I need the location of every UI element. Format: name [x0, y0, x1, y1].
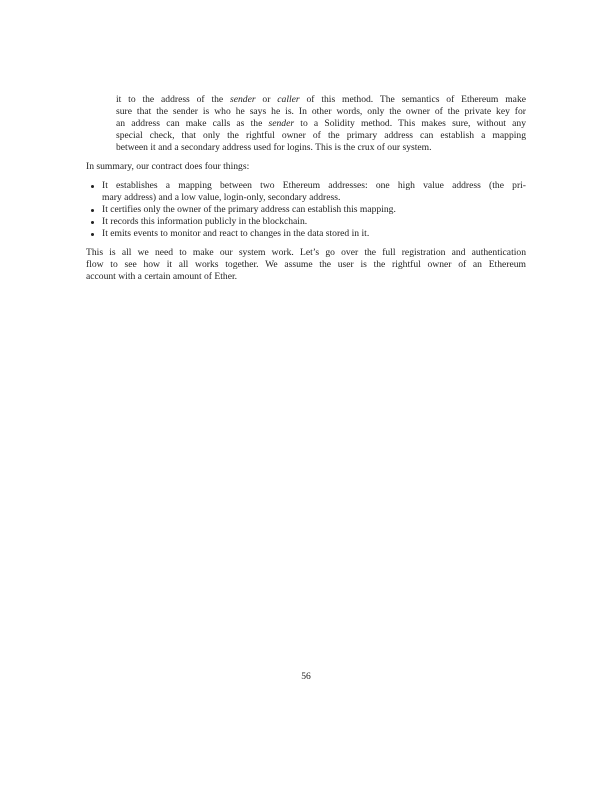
text-segment: an address can make calls as the: [116, 118, 269, 129]
bullet-item-line: It emits events to monitor and react to changes in the data stored in it.: [102, 228, 370, 239]
text-segment: to a Solidity method. This makes sure, without any: [294, 118, 526, 129]
paragraph-line: [116, 130, 526, 142]
bullet-item: [102, 180, 526, 204]
paragraph-line: [116, 94, 526, 106]
bullet-icon: [91, 185, 94, 188]
document-page: [86, 94, 526, 283]
paragraph-line: This is all we need to make our system work. Let’s go over the full registration and authentication: [86, 247, 526, 258]
emphasized-term: sender: [230, 94, 256, 105]
text-segment: special check, that only the rightful owner of the primary address can establish a mapping: [116, 130, 526, 141]
text-segment: between it and a secondary address used for logins. This is the crux of our system.: [116, 142, 432, 153]
emphasized-term: sender: [268, 118, 295, 129]
bullet-item: [102, 216, 526, 228]
text-segment: sure that the sender is who he says he is. In other words, only the owner of the private key for: [116, 106, 526, 117]
paragraph-line: [116, 142, 526, 154]
paragraph-line: account with a certain amount of Ether.: [86, 271, 238, 282]
continued-paragraph: [116, 94, 526, 154]
text-segment: of this method. The semantics of Ethereum make: [299, 94, 526, 105]
bullet-item-line: It certifies only the owner of the primary address can establish this mapping.: [102, 204, 396, 215]
bullet-icon: [91, 209, 94, 212]
bullet-item: [102, 204, 526, 216]
text-segment: it to the address of the: [116, 94, 231, 105]
bullet-item-line: mary address) and a low value, login-only, secondary address.: [102, 192, 341, 203]
bullet-icon: [91, 221, 94, 224]
paragraph-line: flow to see how it all works together. We assume the user is the rightful owner of an Ethereum: [86, 259, 526, 270]
emphasized-term: caller: [277, 94, 300, 105]
page-number: 56: [301, 671, 311, 682]
paragraph-line: [116, 118, 526, 130]
paragraph-line: [116, 106, 526, 118]
summary-intro: In summary, our contract does four things:: [86, 161, 250, 172]
bullet-item: [102, 228, 526, 240]
bullet-item-line: It records this information publicly in the blockchain.: [102, 216, 308, 227]
bullet-item-line: It establishes a mapping between two Ethereum addresses: one high value address (the pri-: [102, 180, 526, 191]
closing-paragraph: [86, 247, 526, 283]
text-segment: or: [255, 94, 278, 105]
bullet-icon: [91, 233, 94, 236]
